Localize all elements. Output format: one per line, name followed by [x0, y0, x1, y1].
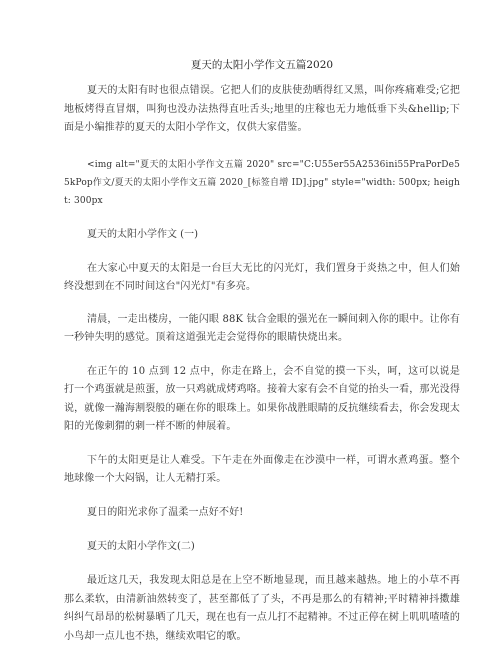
- paragraph-2: 清晨，一走出楼房，一能闪眼 88K 钛合金眼的强光在一瞬间刺入你的眼中。让你有一秒钟失明的感觉。顶着这道强光走会觉得你的眼睛快烧出来。: [64, 313, 460, 343]
- paragraph-5: 夏日的阳光求你了温柔一点好不好!: [87, 506, 244, 518]
- image-code-text: <img alt="夏天的太阳小学作文五篇 2020" src="C:U55er55A2536ini55PraPorDe55kPop作文/夏天的太阳小学作文五篇 2020_[标签自增 ID].jpg" style="width: 500px; height: 300px: [64, 159, 460, 206]
- paragraph-6: 最近这几天，我发现太阳总是在上空不断地显现，而且越来越热。地上的小草不再那么柔软，由清新油然转变了，甚至都低了了头，不再是那么的有精神;平时精神抖擞雄纠纠气昂昂的松树暴晒了几天，现在也有一点儿打不起精神。不过正停在树上叽叽喳喳的小鸟却一点儿也不热，继续欢唱它的歌。: [64, 575, 460, 642]
- section-heading-2: 夏天的太阳小学作文(二): [87, 541, 195, 552]
- paragraph-4: 下午的太阳更是让人难受。下午走在外面像走在沙漠中一样，可谓水煮鸡蛋。整个地球像一个大闷锅，让人无精打采。: [64, 454, 460, 484]
- section-heading-1: 夏天的太阳小学作文 (一): [87, 228, 198, 240]
- paragraph-3: 在正午的 10 点到 12 点中，你走在路上，会不自觉的摸一下头，呵，这可以说是打一个鸡蛋就是煎蛋，放一只鸡就成烤鸡咯。接着大家有会不自觉的抬头一看，那光没得说，就像一瀚海割裂般的砸在你的眼珠上。如果你战胜眼睛的反抗继续看去，你会发现太阳的光像刺猬的刺一样不断的伸展着。: [64, 365, 460, 432]
- article-title: 夏天的太阳小学作文五篇2020: [190, 59, 334, 71]
- intro-paragraph: 夏天的太阳有时也很点错误。它把人们的皮肤使劲晒得红又黑，叫你疼痛难受;它把地板烤得直冒烟，叫狗也没办法热得直吐舌头;地里的庄稼也无力地低垂下头&hellip;下面是小编推荐的夏天的太阳小学作文，仅供大家借鉴。: [64, 85, 460, 133]
- paragraph-1: 在大家心中夏天的太阳是一台巨大无比的闪光灯，我们置身于炎热之中，但人们始终没想到在不同时间这台"闪光灯"有多亮。: [64, 262, 460, 292]
